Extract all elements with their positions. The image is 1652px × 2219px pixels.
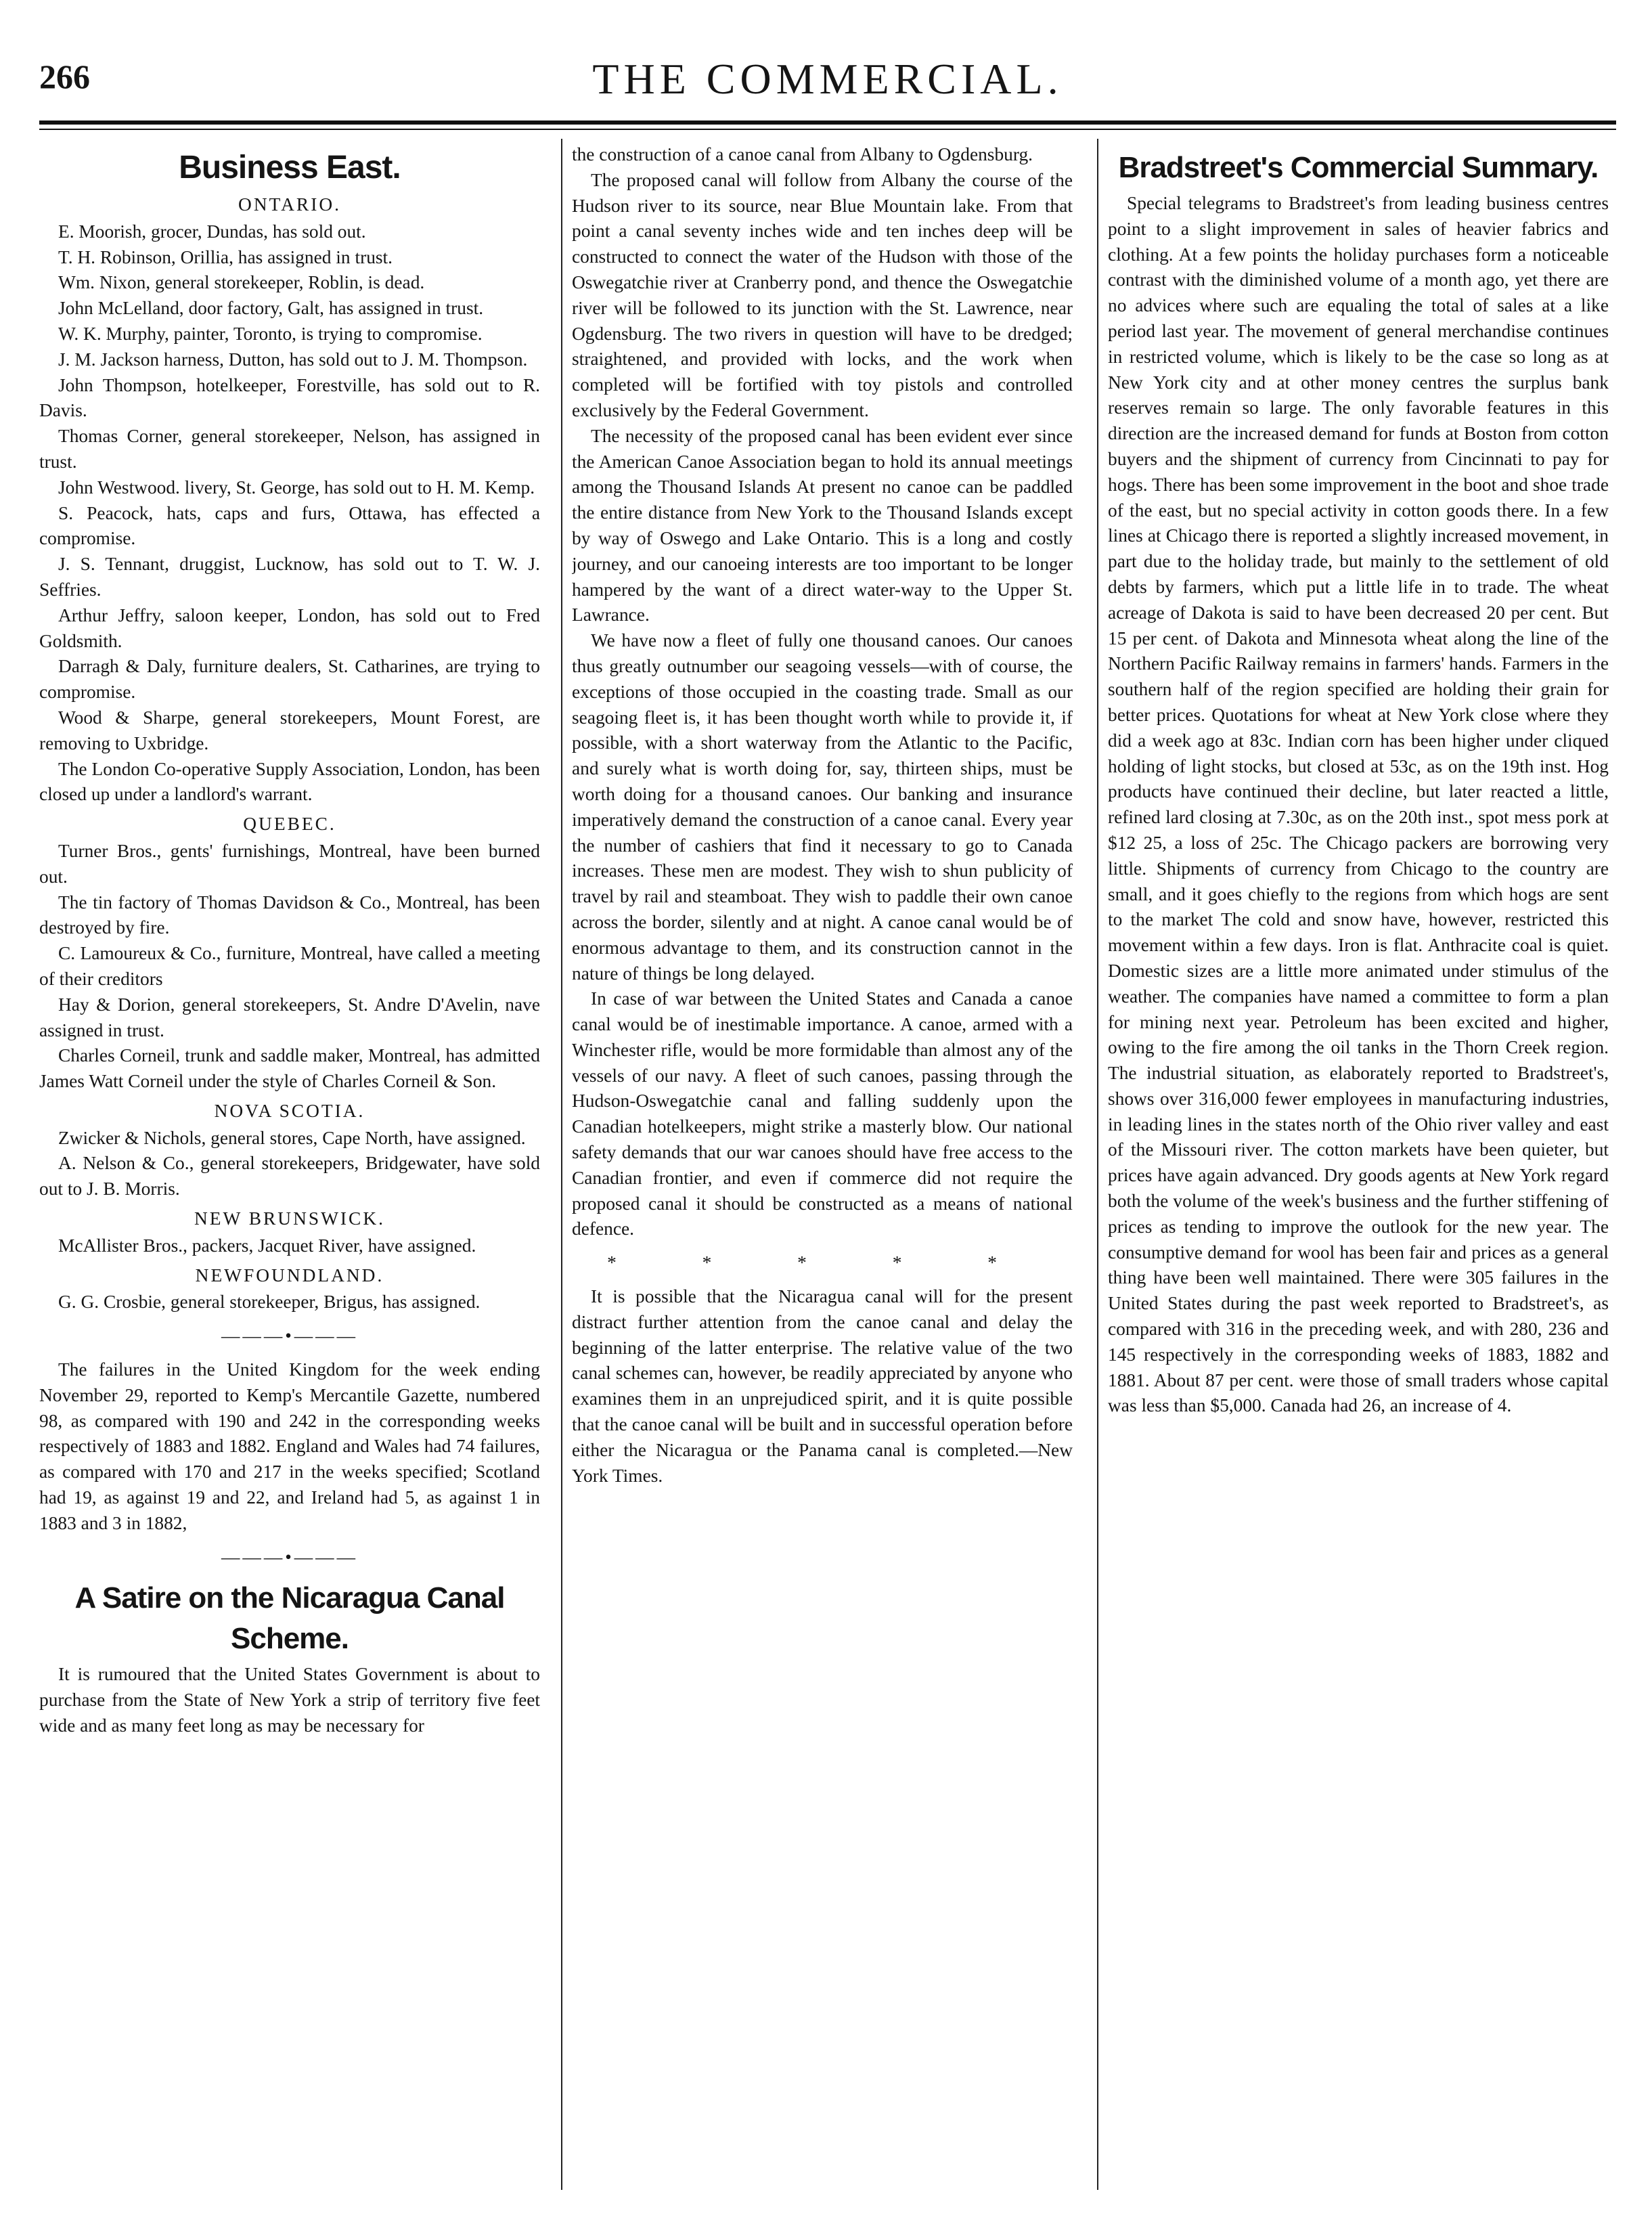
section-title-business-east: Business East.	[179, 150, 401, 185]
heading-new-brunswick: NEW BRUNSWICK.	[194, 1208, 385, 1229]
list-item: John Westwood. livery, St. George, has sold out to H. M. Kemp.	[58, 477, 535, 498]
ornamental-divider: ———•———	[221, 1325, 358, 1346]
list-item: Hay & Dorion, general storekeepers, St. Andre D'Avelin, nave assigned in trust.	[39, 994, 540, 1040]
list-item: J. M. Jackson harness, Dutton, has sold out to J. M. Thompson.	[58, 349, 528, 370]
list-item: C. Lamoureux & Co., furniture, Montreal, have called a meeting of their creditors	[39, 943, 540, 989]
heading-ontario: ONTARIO.	[238, 194, 341, 215]
list-item: Wm. Nixon, general storekeeper, Roblin, is dead.	[58, 272, 425, 293]
header-rule-thick	[39, 120, 1616, 125]
header-rule-thin	[39, 129, 1616, 130]
list-item: Arthur Jeffry, saloon keeper, London, has sold out to Fred Goldsmith.	[39, 605, 540, 651]
page-header	[39, 57, 1616, 104]
article-paragraph: The proposed canal will follow from Albany the course of the Hudson river to its source, near Blue Mountain lake. From that point a canal seventy inches wide and ten inches deep will be constructed to connect the water of the Hudson with those of the Oswegatchie river at Cranberry pond, and thence the Oswegatchie river will be followed to its junction with the St. Lawrence, near Ogdensburg. The two rivers in question will have to be dredged; straightened, and provided with locks, and the work when completed will be fortified with toy pistols and controlled exclusively by the Federal Government.	[572, 169, 1073, 420]
section-break-stars: * * * * *	[607, 1252, 1037, 1273]
list-item: Zwicker & Nichols, general stores, Cape North, have assigned.	[58, 1127, 526, 1148]
summary-paragraph: Special telegrams to Bradstreet's from leading business centres point to a slight improvement in sales of heavier fabrics and clothing. At a few points the holiday purchases form a noticeable contrast with the diminished volume of a month ago, yet there are no advices where such are equaling the total of sales at a like period last year. The movement of general merchandise continues in restricted volume, which is likely to be the case so long as at New York city and at other money centres the surplus bank reserves remain so large. The only favorable features in this direction are the increased demand for funds at Boston from cotton buyers and the shipment of currency from Cincinnati to pay for hogs. There has been some improvement in the boot and shoe trade of the east, but no special activity in cotton goods there. In a few lines at Chicago there is reported a slightly increased movement, in part due to the holiday trade, but mainly to the settlement of old debts by farmers, which put a little life in to trade. The wheat acreage of Dakota is said to have been decreased 20 per cent. But 15 per cent. of Dakota and Minnesota wheat along the line of the Northern Pacific Railway remains in farmers' hands. Farmers in the southern half of the region specified are holding their grain for better prices. Quotations for wheat at New York close where they did a week ago at 83c. Indian corn has been higher under cliqued holding of light stocks, but closed at 53c, as on the 19th inst. Hog products have continued their decline, but later reacted a little, refined lard closing at 7.30c, as on the 20th inst., spot mess pork at $12 25, a loss of 25c. The Chicago packers are borrowing very little. Shipments of currency from Chicago to the country are small, and it goes chiefly to the regions from which hogs are sent to the market The cold and snow have, however, restricted this movement within a few days. Iron is flat. Anthracite coal is quiet. Domestic sizes are a little more animated under stimulus of the weather. The companies have named a committee to form a plan for mining next year. Petroleum has been excited and higher, owing to the fire among the oil tanks in the Thorn Creek region. The industrial situation, as elaborately reported to Bradstreet's, shows over 316,000 fewer employees in manufacturing industries, in leading lines in the states north of the Ohio river valley and east of the Missouri river. The cotton markets have been quieter, but prices have again advanced. Dry goods agents at New York regard both the volume of the week's business and the further stiffening of prices as tending to improve the outlook for the new year. The consumptive demand for wool has been fair and prices as a general thing have been well maintained. There were 305 failures in the United States during the past week reported to Bradstreet's, as compared with 316 in the preceding week, and with 280, 236 and 145 respectively in the corresponding weeks of 1883, 1882 and 1881. About 87 per cent. were those of small traders whose capital was less than $5,000. Canada had 26, an increase of 4.	[1108, 193, 1609, 1416]
list-item: Darragh & Daly, furniture dealers, St. Catharines, are trying to compromise.	[39, 656, 540, 703]
list-item: W. K. Murphy, painter, Toronto, is trying to compromise.	[58, 323, 483, 344]
satire-intro-paragraph: It is rumoured that the United States Government is about to purchase from the State of New York a strip of territory five feet wide and as many feet long as may be necessary for	[39, 1664, 540, 1736]
list-item: T. H. Robinson, Orillia, has assigned in trust.	[58, 246, 393, 267]
list-item: Turner Bros., gents' furnishings, Montreal, have been burned out.	[39, 840, 540, 887]
list-item: McAllister Bros., packers, Jacquet River, have assigned.	[58, 1235, 476, 1256]
section-title-satire: A Satire on the Nicaragua Canal Scheme.	[74, 1581, 505, 1656]
column-3	[1108, 142, 1609, 2193]
list-item: A. Nelson & Co., general storekeepers, Bridgewater, have sold out to J. B. Morris.	[39, 1153, 540, 1200]
column-divider-1	[561, 139, 562, 2190]
list-item: E. Moorish, grocer, Dundas, has sold out.	[58, 221, 366, 242]
article-paragraph: the construction of a canoe canal from Albany to Ogdensburg.	[572, 144, 1033, 164]
section-title-bradstreets: Bradstreet's Commercial Summary.	[1118, 151, 1599, 184]
heading-quebec: QUEBEC.	[243, 814, 336, 835]
heading-newfoundland: NEWFOUNDLAND.	[195, 1265, 384, 1286]
column-2	[572, 142, 1073, 2193]
publication-title: THE COMMERCIAL.	[592, 55, 1063, 103]
list-item: The London Co-operative Supply Association, London, has been closed up under a landlord's warrant.	[39, 758, 540, 805]
list-item: G. G. Crosbie, general storekeeper, Brigus, has assigned.	[58, 1292, 481, 1313]
column-divider-2	[1097, 139, 1098, 2190]
list-item: The tin factory of Thomas Davidson & Co., Montreal, has been destroyed by fire.	[39, 892, 540, 938]
list-item: Thomas Corner, general storekeeper, Nelson, has assigned in trust.	[39, 426, 540, 472]
ornamental-divider: ———•———	[221, 1546, 358, 1567]
article-paragraph: In case of war between the United States and Canada a canoe canal would be of inestimable importance. A canoe, armed with a Winchester rifle, would be more formidable than almost any of the vessels of our navy. A fleet of such canoes, passing through the Hudson-Oswegatchie canal and falling suddenly upon the Canadian hotelkeepers, might strike a masterly blow. Our national safety demands that our war canoes should have free access to the Canadian frontier, and even if commerce did not require the proposed canal it should be constructed as a means of national defence.	[572, 988, 1073, 1239]
uk-failures-paragraph: The failures in the United Kingdom for the week ending November 29, reported to Kemp's Mercantile Gazette, numbered 98, as compared with 190 and 242 in the corresponding weeks respectively of 1883 and 1882. England and Wales had 74 failures, as compared with 170 and 217 in the weeks specified; Scotland had 19, as against 19 and 22, and Ireland had 5, as against 1 in 1883 and 3 in 1882,	[39, 1359, 540, 1533]
list-item: S. Peacock, hats, caps and furs, Ottawa, has effected a compromise.	[39, 502, 540, 549]
article-paragraph: The necessity of the proposed canal has been evident ever since the American Canoe Association began to hold its annual meetings among the Thousand Islands At present no canoe can be paddled the entire distance from New York to the Thousand Islands except by way of Oswego and Lake Ontario. This is a long and costly journey, and our canoeing interests are too important to be longer hampered by the want of a direct water-way to the Upper St. Lawrance.	[572, 425, 1073, 625]
article-paragraph: We have now a fleet of fully one thousand canoes. Our canoes thus greatly outnumber our seagoing vessels—with of course, the exceptions of those occupied in the coasting trade. Small as our seagoing fleet is, it has been thought worth while to provide it, if possible, with a short waterway from the Atlantic to the Pacific, and surely what is worth doing for, say, thirteen ships, must be worth doing for a thousand canoes. Our banking and insurance imperatively demand the construction of a canoe canal. Every year the number of cashiers that find it necessary to go to Canada increases. These men are modest. They wish to shun publicity of travel by rail and steamboat. They wish to paddle their own canoe across the border, silently and at night. A canoe canal would be of enormous advantage to them, and its construction cannot in the nature of things be long delayed.	[572, 630, 1073, 984]
list-item: Charles Corneil, trunk and saddle maker, Montreal, has admitted James Watt Corneil under the style of Charles Corneil & Son.	[39, 1045, 540, 1092]
list-item: Wood & Sharpe, general storekeepers, Mount Forest, are removing to Uxbridge.	[39, 707, 540, 753]
list-item: John McLelland, door factory, Galt, has assigned in trust.	[58, 298, 484, 319]
list-item: John Thompson, hotelkeeper, Forestville, has sold out to R. Davis.	[39, 374, 540, 421]
page-number: 266	[39, 58, 90, 95]
column-1	[39, 142, 540, 2193]
heading-nova-scotia: NOVA SCOTIA.	[214, 1100, 365, 1121]
list-item: J. S. Tennant, druggist, Lucknow, has sold out to T. W. J. Seffries.	[39, 554, 540, 600]
article-closing-paragraph: It is possible that the Nicaragua canal will for the present distract further attention from the canoe canal and delay the beginning of the latter enterprise. The relative value of the two canal schemes can, however, be readily appreciated by anyone who examines them in an unprejudiced spirit, and it is quite possible that the canoe canal will be built and in successful operation before either the Nicaragua or the Panama canal is completed.—New York Times.	[572, 1286, 1073, 1486]
